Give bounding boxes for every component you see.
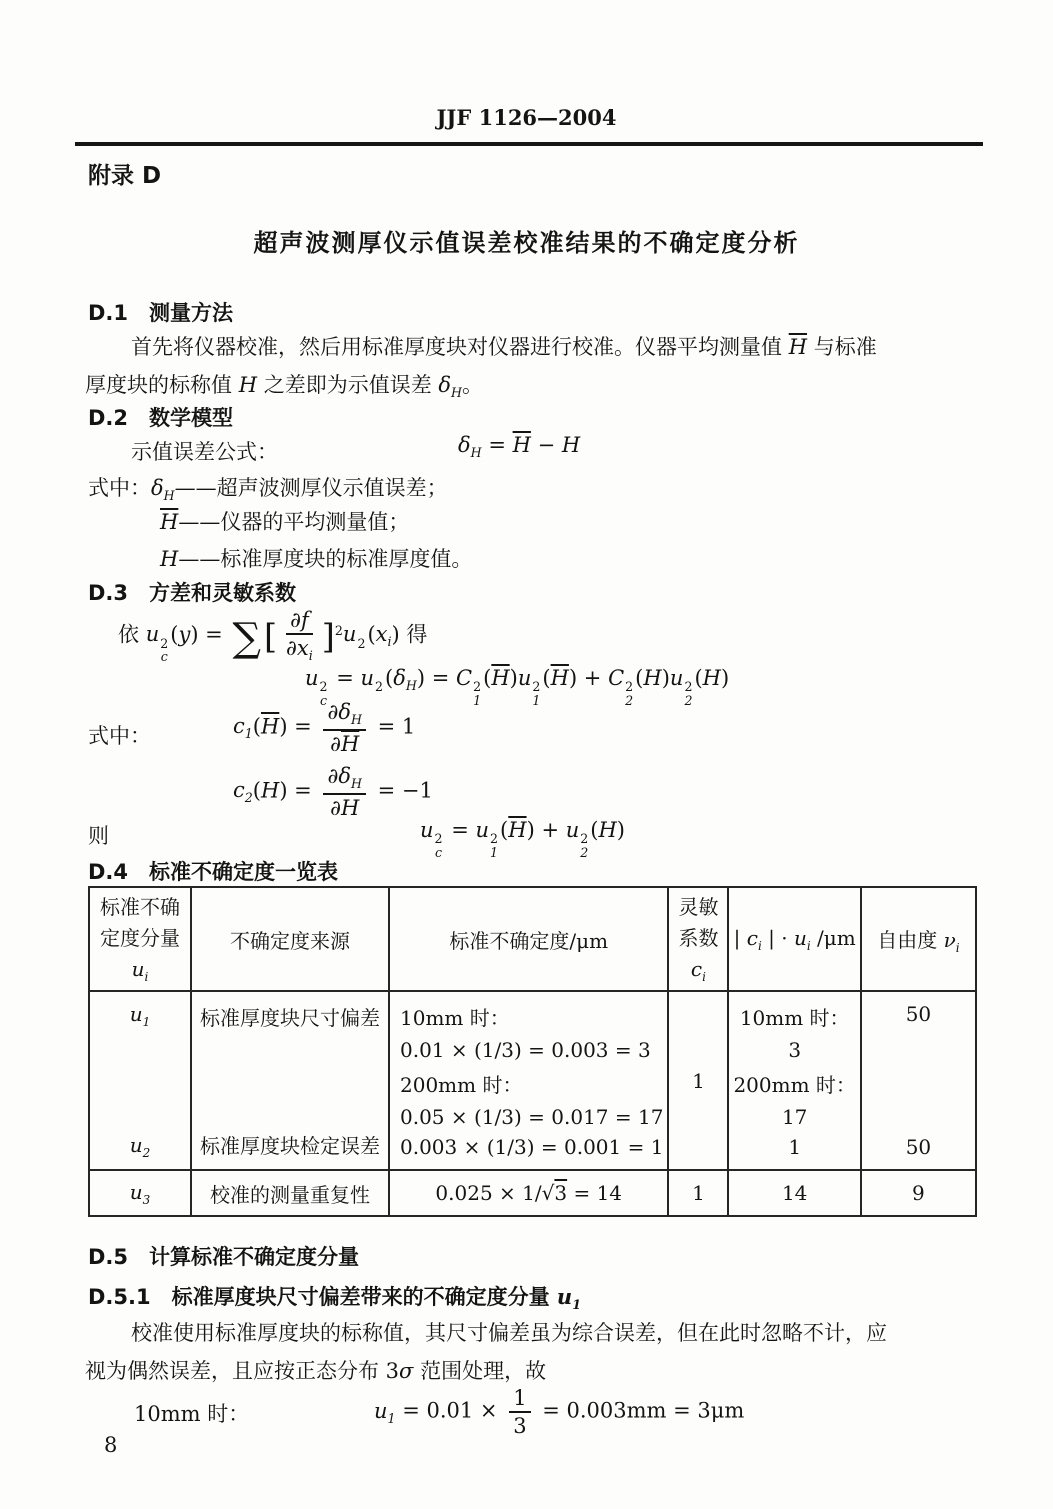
page-number: 8 (104, 1433, 118, 1457)
component-u1: $u_1$ (129, 1002, 151, 1030)
cell-ciui-u1u2 (728, 991, 860, 1170)
formula-variance-sum: 依 u 2 c (y) = ∑[ $\frac{\partial f}{\partial x_i}$ ]$^2$u 2 $(x_i)$ 得 (118, 608, 428, 664)
th-sensitivity (668, 887, 728, 991)
th-component-line1: 标准不确 (100, 895, 180, 919)
th-sensitivity-line1: 灵敏 (678, 895, 719, 919)
cell-uncertainty-u1u2 (389, 991, 668, 1170)
explanation-h: H——标准厚度块的标准厚度值。 (160, 547, 473, 571)
th-sensitivity-symbol: $c_i$ (690, 957, 706, 984)
uncertainty-line: 10mm 时： (400, 1006, 510, 1031)
th-source: 不确定度来源 (191, 887, 389, 991)
source-u1: 标准厚度块尺寸偏差 (200, 1006, 380, 1031)
cell-uncertainty-u3: 0.025 × 1/√3 = 14 (389, 1170, 668, 1216)
formula-indication-error: $\delta_H = \overline{H} - H$ (458, 433, 581, 461)
component-u2: $u_2$ (129, 1132, 151, 1160)
th-standard-uncertainty: 标准不确定度/μm (389, 887, 668, 991)
cell-ciui-u3: 14 (728, 1170, 860, 1216)
uncertainty-line: 0.003 × (1/3) = 0.001 = 1 (400, 1135, 664, 1160)
cell-sensitivity-u1u2: 1 (668, 991, 728, 1170)
formula-u1-calculation: $u_1 = 0.01$ × $\frac{1}{3}$ = 0.003mm = 3μm (374, 1386, 745, 1439)
explanation-delta: 式中：$\delta_H——$超声波测厚仪示值误差； (88, 476, 448, 504)
dof-u1: 50 (905, 1002, 932, 1027)
uncertainty-line: 0.01 × (1/3) = 0.003 = 3 (400, 1038, 651, 1063)
ciui-line: 17 (781, 1104, 808, 1129)
formula-c2: $c_2(H)$ = $\frac{\partial\delta_H}{\partial H}$ = −1 (233, 764, 433, 820)
explanation-hbar: $\overline{H}——$仪器的平均测量值； (160, 510, 410, 534)
formula-uc2-expanded: u 2 c = u 2 $(\delta_H) = C$ 2 1 $(\overline{H})u$ 2 1 $(\overline{H}) + C$ 2 2 (H)u 2 2 (H) (305, 666, 730, 708)
formula-uc2-combined: u 2 c = u 2 1 $(\overline{H}) + u$ 2 2 (H) (420, 818, 625, 860)
th-component (89, 887, 191, 991)
heading-d4: D.4 标准不确定度一览表 (88, 860, 339, 884)
then-label: 则 (88, 824, 109, 848)
cell-component-u1u2 (89, 991, 191, 1170)
heading-d5: D.5 计算标准不确定度分量 (88, 1245, 360, 1269)
where-label: 式中： (88, 724, 151, 748)
uncertainty-line: 200mm 时： (400, 1072, 523, 1097)
d51-paragraph-line2: 视为偶然误差，且应按正态分布 3σ 范围处理，故 (85, 1359, 547, 1383)
heading-d1: D.1 测量方法 (88, 301, 234, 325)
th-sensitivity-line2: 系数 (678, 926, 719, 950)
uncertainty-line: 0.05 × (1/3) = 0.017 = 17 (400, 1104, 664, 1129)
ciui-line: 1 (788, 1135, 802, 1160)
cell-component-u3: $u_3$ (89, 1170, 191, 1216)
heading-d3: D.3 方差和灵敏系数 (88, 581, 297, 605)
uncertainty-table (88, 886, 977, 1217)
header-rule (75, 142, 983, 146)
dof-u2: 50 (905, 1135, 932, 1160)
heading-d2: D.2 数学模型 (88, 406, 234, 430)
ciui-line: 3 (788, 1038, 802, 1063)
cell-source-u1u2 (191, 991, 389, 1170)
standard-number: JJF 1126—2004 (436, 105, 617, 130)
cell-dof-u1u2 (861, 991, 976, 1170)
heading-d51: D.5.1 标准厚度块尺寸偏差带来的不确定度分量 $u_1$ (88, 1284, 581, 1313)
ciui-line: 200mm 时： (733, 1072, 856, 1097)
table-header-row (89, 887, 976, 991)
cell-sensitivity-u3: 1 (668, 1170, 728, 1216)
formula-c1: $c_1(\overline{H})$ = $\frac{\partial\delta_H}{\partial\overline{H}}$ = 1 (233, 700, 416, 756)
th-component-line2: 定度分量 (100, 926, 180, 950)
d1-paragraph-line2: 厚度块的标称值 H 之差即为示值误差 $\delta_H$。 (85, 373, 484, 401)
cell-source-u3: 校准的测量重复性 (191, 1170, 389, 1216)
table-row-u1-u2 (89, 991, 976, 1170)
formula-intro-label: 示值误差公式： (131, 440, 278, 464)
d1-paragraph-line1: 首先将仪器校准，然后用标准厚度块对仪器进行校准。仪器平均测量值 $\overline{H}$ 与标准 (131, 335, 877, 359)
table-row-u3 (89, 1170, 976, 1216)
th-ci-ui: | $c_i$ | · $u_i$ /μm (728, 887, 860, 991)
ciui-line: 10mm 时： (739, 1006, 850, 1031)
th-dof: 自由度 $\nu_i$ (861, 887, 976, 991)
document-title: 超声波测厚仪示值误差校准结果的不确定度分析 (253, 229, 800, 257)
condition-10mm-label: 10mm 时： (134, 1402, 250, 1426)
cell-dof-u3: 9 (861, 1170, 976, 1216)
d51-paragraph-line1: 校准使用标准厚度块的标称值，其尺寸偏差虽为综合误差，但在此时忽略不计，应 (131, 1321, 887, 1345)
th-component-symbol: $u_i$ (131, 957, 149, 984)
source-u2: 标准厚度块检定误差 (200, 1134, 380, 1159)
appendix-label: 附录 D (88, 163, 162, 189)
